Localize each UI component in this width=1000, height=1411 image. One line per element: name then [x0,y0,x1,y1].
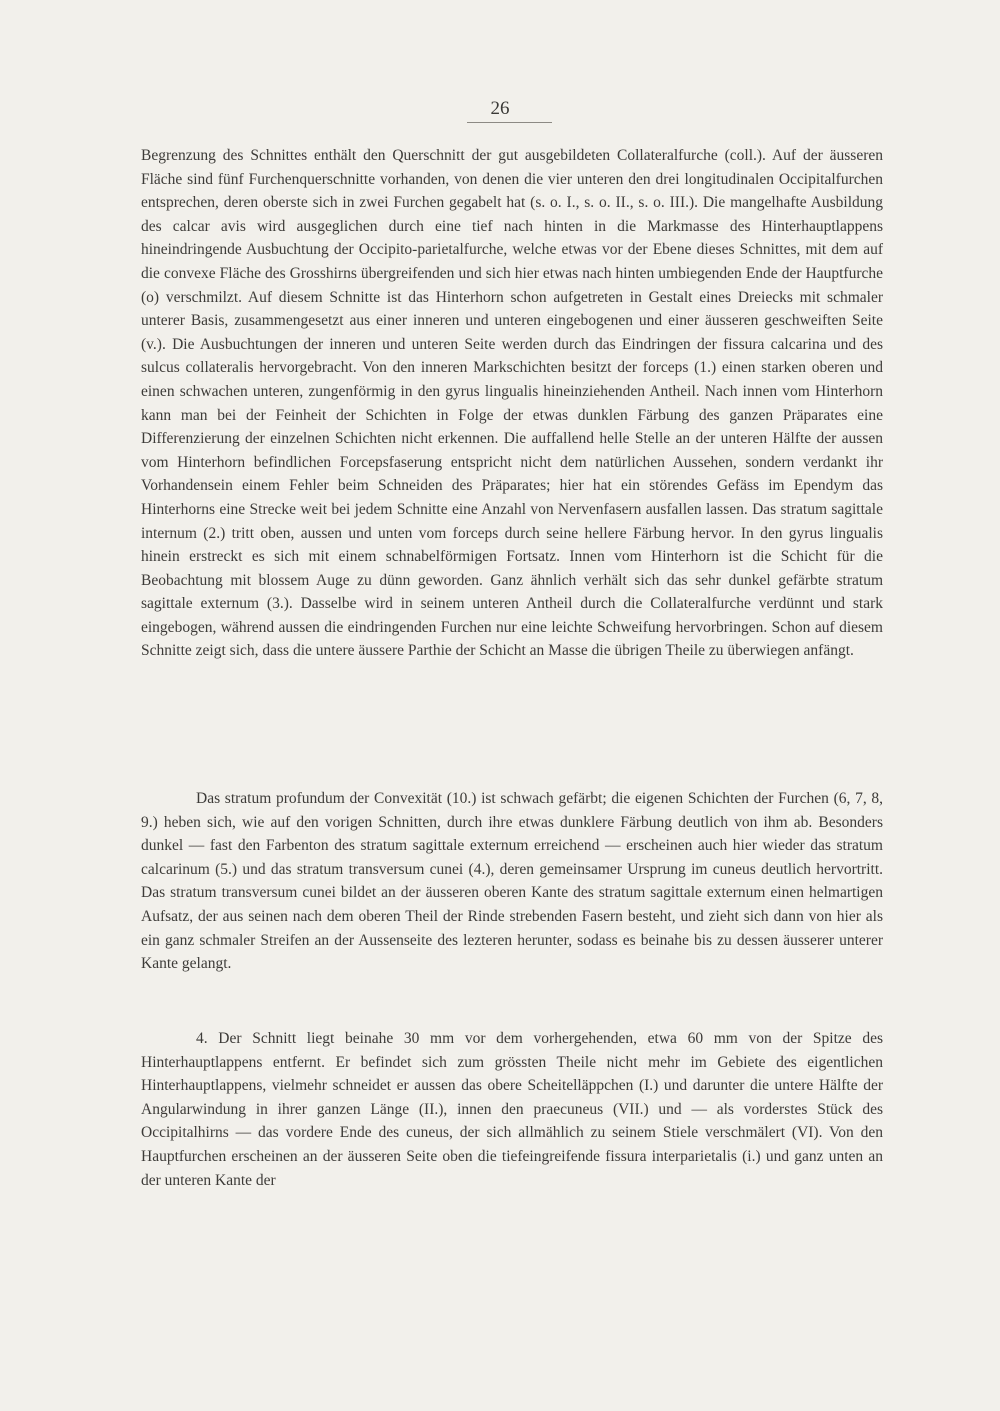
paragraph-continuation [141,144,883,663]
page-number-rule [467,122,552,123]
page-number: 26 [490,98,510,119]
paragraph-stratum-profundum [141,787,883,976]
paragraph-text: Begrenzung des Schnittes enthält den Querschnitt der gut ausgebildeten Collateralfurche (coll.). Auf der äusseren Fläche sind fünf Furchenquerschnitte vorhanden, von denen die vier unteren den drei longitudinalen Occipitalfurchen entsprechen, deren oberste sich in zwei Furchen gegabelt hat (s. o. I., s. o. II., s. o. III.). Die mangelhafte Ausbildung des calcar avis wird ausgeglichen durch eine tief nach hinten in die Markmasse des Hinterhauptlappens hineindringende Ausbuchtung der Occipito-parietalfurche, welche etwas vor der Ebene dieses Schnittes, mit dem auf die convexe Fläche des Grosshirns übergreifenden und sich hier etwas nach hinten umbiegenden Ende der Hauptfurche (o) verschmilzt. Auf diesem Schnitte ist das Hinterhorn schon aufgetreten in Gestalt eines Dreiecks mit schmaler unterer Basis, zusammengesetzt aus einer inneren und unteren eingebogenen und einer äusseren geschweiften Seite (v.). Die Ausbuchtungen der inneren und unteren Seite werden durch das Eindringen der fissura calcarina und des sulcus collateralis hervorgebracht. Von den inneren Markschichten besitzt der forceps (1.) einen starken oberen und einen schwachen unteren, zungenförmig in den gyrus lingualis hineinziehenden Antheil. Nach innen vom Hinterhorn kann man bei der Feinheit der Schichten in Folge der etwas dunklen Färbung des ganzen Präparates eine Differenzierung der einzelnen Schichten nicht erkennen. Die auffallend helle Stelle an der unteren Hälfte der aussen vom Hinterhorn befindlichen Forcepsfaserung entspricht nicht dem natürlichen Aussehen, sondern verdankt ihr Vorhandensein einem Fehler beim Schneiden des Präparates; hier hat ein störendes Gefäss im Ependym das Hinterhorns eine Strecke weit bei jedem Schnitte eine Anzahl von Nervenfasern ausfallen lassen. Das stratum sagittale internum (2.) tritt oben, aussen und unten vom forceps durch seine hellere Färbung hervor. In den gyrus lingualis hinein erstreckt es sich mit einem schnabelförmigen Fortsatz. Innen vom Hinterhorn ist die Schicht für die Beobachtung mit blossem Auge zu dünn geworden. Ganz ähnlich verhält sich das sehr dunkel gefärbte stratum sagittale externum (3.). Dasselbe wird in seinem unteren Antheil durch die Collateralfurche verdünnt und stark eingebogen, während aussen die eindringenden Furchen nur eine leichte Schweifung hervorbringen. Schon auf diesem Schnitte zeigt sich, dass die untere äussere Parthie der Schicht an Masse die übrigen Theile zu überwiegen anfängt. [141,147,883,660]
paragraph-section-4 [141,1027,883,1192]
paragraph-text: 4. Der Schnitt liegt beinahe 30 mm vor dem vorhergehenden, etwa 60 mm von der Spitze des Hinterhauptlappens entfernt. Er befindet sich zum grössten Theile nicht mehr im Gebiete des eigentlichen Hinterhauptlappens, vielmehr schneidet er aussen das obere Scheitelläppchen (I.) und darunter die untere Hälfte der Angularwindung in ihrer ganzen Länge (II.), innen den praecuneus (VII.) und — als vorderstes Stück des Occipitalhirns — das vordere Ende des cuneus, der sich allmählich zu seinem Stiele verschmälert (VI). Von den Hauptfurchen erscheinen an der äusseren Seite oben die tiefeingreifende fissura interparietalis (i.) und ganz unten an der unteren Kante der [141,1030,883,1189]
paragraph-text: Das stratum profundum der Convexität (10.) ist schwach gefärbt; die eigenen Schichten der Furchen (6, 7, 8, 9.) heben sich, wie auf den vorigen Schnitten, durch ihre etwas dunklere Färbung deutlich von ihm ab. Besonders dunkel — fast den Farbenton des stratum sagittale externum erreichend — erscheinen auch hier wieder das stratum calcarinum (5.) und das stratum transversum cunei (4.), deren gemeinsamer Ursprung im cuneus deutlich hervortritt. Das stratum transversum cunei bildet an der äusseren oberen Kante des stratum sagittale externum einen helmartigen Aufsatz, der aus seinen nach dem oberen Theil der Rinde strebenden Fasern besteht, und zieht sich dann von hier als ein ganz schmaler Streifen an der Aussenseite des lezteren herunter, sodass es beinahe bis zu dessen äusserer unterer Kante gelangt. [141,790,883,973]
